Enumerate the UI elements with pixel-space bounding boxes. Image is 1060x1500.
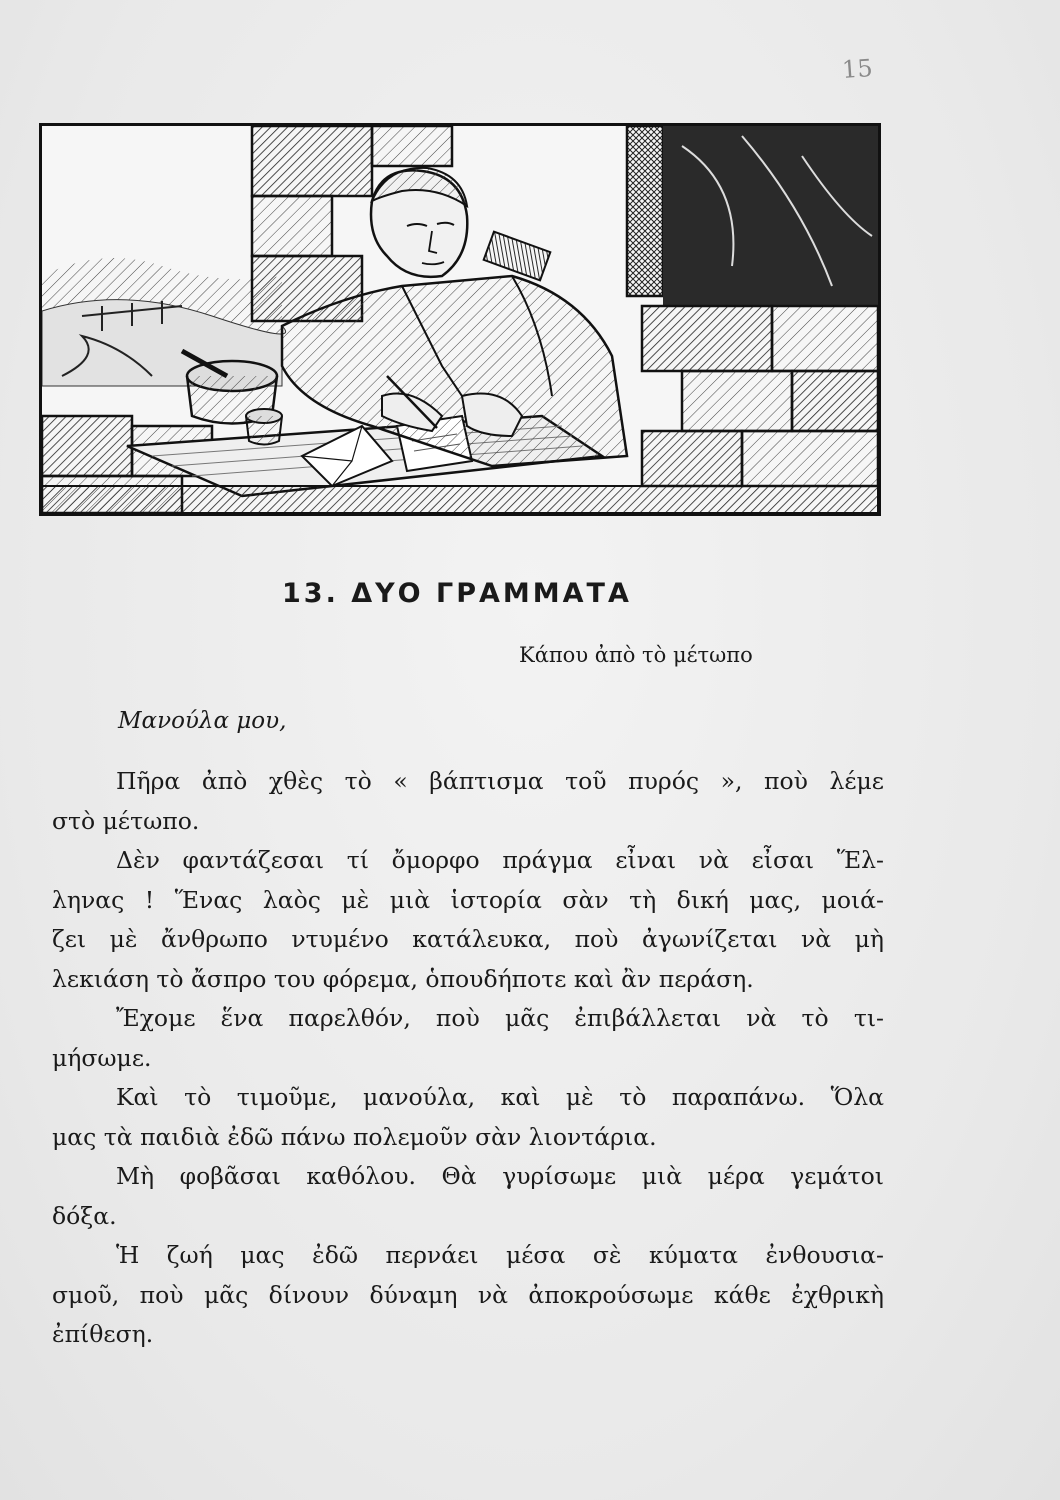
letter-paragraph [52, 1078, 884, 1157]
text-line: ἐπίθεση. [52, 1320, 154, 1348]
text-line: λεκιάση τὸ ἄσπρο του φόρεμα, ὁπουδήποτε καὶ ἂν περάση. [52, 964, 754, 993]
chapter-title: 13. ΔΥΟ ΓΡΑΜΜΑΤΑ [282, 578, 632, 609]
letter-paragraph [52, 999, 884, 1078]
text-line: Ἔχομε ἕνα παρελθόν, ποὺ μᾶς ἐπιβάλλεται νὰ τὸ τι- [116, 1004, 884, 1032]
text-line: Ἡ ζωή μας ἐδῶ περνάει μέσα σὲ κύματα ἐνθουσια- [116, 1241, 884, 1269]
text-line: ληνας ! Ἕνας λαὸς μὲ μιὰ ἱστορία σὰν τὴ δική μας, μοιά- [52, 885, 884, 914]
letter-paragraph [52, 1236, 884, 1355]
text-line: Καὶ τὸ τιμοῦμε, μανούλα, καὶ μὲ τὸ παραπάνω. Ὅλα [116, 1083, 884, 1111]
text-line: Πῆρα ἀπὸ χθὲς τὸ « βάπτισμα τοῦ πυρός », ποὺ λέμε [116, 767, 884, 795]
letter-paragraph [52, 762, 884, 841]
text-line: σμοῦ, ποὺ μᾶς δίνουν δύναμη νὰ ἀποκρούσωμε κάθε ἐχθρικὴ [52, 1280, 884, 1309]
text-line: Δὲν φαντάζεσαι τί ὄμορφο πράγμα εἶναι νὰ εἶσαι Ἕλ- [116, 846, 884, 874]
page-number: 15 [841, 53, 874, 85]
chapter-illustration [39, 123, 881, 516]
text-line: μήσωμε. [52, 1043, 152, 1072]
letter-salutation: Μανούλα μου, [118, 708, 287, 734]
letter-body [52, 762, 884, 1355]
text-line: Μὴ φοβᾶσαι καθόλου. Θὰ γυρίσωμε μιὰ μέρα γεμάτοι [116, 1162, 884, 1190]
letter-paragraph [52, 841, 884, 999]
text-line: μας τὰ παιδιὰ ἐδῶ πάνω πολεμοῦν σὰν λιοντάρια. [52, 1122, 657, 1151]
letter-paragraph [52, 1157, 884, 1236]
text-line: δόξα. [52, 1201, 117, 1230]
soldier-writing-letter-illustration [42, 126, 878, 513]
text-line: στὸ μέτωπο. [52, 806, 200, 835]
letter-place-line: Κάπου ἀπὸ τὸ μέτωπο [519, 643, 753, 667]
text-line: ζει μὲ ἄνθρωπο ντυμένο κατάλευκα, ποὺ ἀγωνίζεται νὰ μὴ [52, 925, 884, 953]
